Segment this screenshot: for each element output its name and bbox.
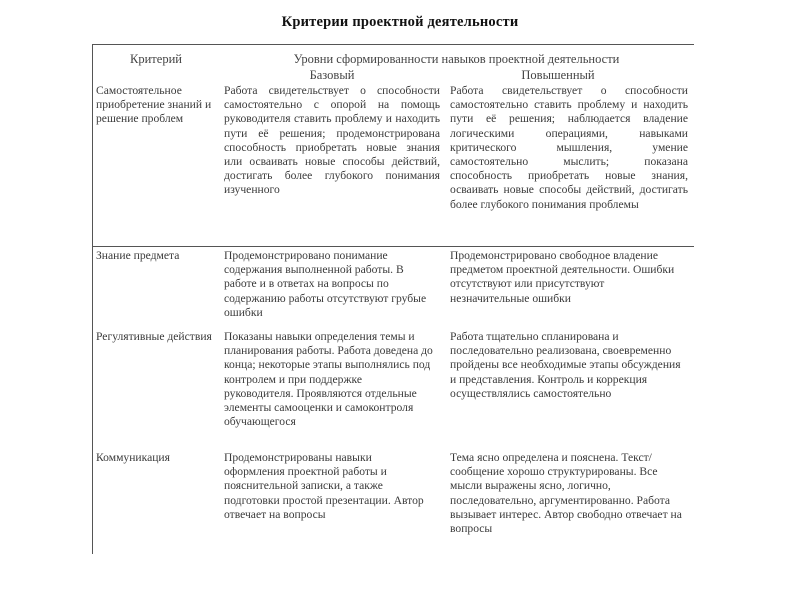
header-basic: Базовый — [309, 68, 355, 82]
row-3-advanced: Работа тщательно спланирована и последовательно реализована, своевременно пройдены все необходимые этапы обсуждения и представления. Контроль и коррекция осуществлялись самостоятельно — [450, 330, 681, 400]
header-advanced: Повышенный — [521, 68, 595, 82]
header-criterion: Критерий — [130, 52, 182, 66]
row-1-basic: Работа свидетельствует о способности самостоятельно с опорой на помощь руководителя ставить проблему и находить пути её решения; продемонстрирована способность приобретать новые знания или осваивать новые способы действий, достигать более глубокого понимания изученного — [224, 84, 440, 197]
document-title: Критерии проектной деятельности — [281, 14, 519, 30]
row-4-advanced: Тема ясно определена и пояснена. Текст/сообщение хорошо структурированы. Все мысли выражены ясно, логично, последовательно, аргументированно. Работа вызывает интерес. Автор свободно отвечает на вопросы — [450, 451, 682, 536]
row-3-basic: Показаны навыки определения темы и планирования работы. Работа доведена до конца; некоторые этапы выполнялись под контролем и при поддержке руководителя. Проявляются отдельные элементы самооценки и самоконтроля обучающегося — [224, 330, 433, 429]
row-4-basic: Продемонстрированы навыки оформления проектной работы и пояснительной записки, а также подготовки простой презентации. Автор отвечает на вопросы — [224, 451, 424, 521]
row-2-advanced: Продемонстрировано свободное владение предметом проектной деятельности. Ошибки отсутствуют или присутствуют незначительные ошибки — [450, 249, 675, 305]
header-levels: Уровни сформированности навыков проектной деятельности — [293, 52, 620, 66]
table-top-border — [92, 44, 694, 45]
row-3-criterion: Регулятивные действия — [96, 330, 212, 343]
row-1-criterion: Самостоятельное приобретение знаний и решение проблем — [96, 84, 212, 126]
row-2-criterion: Знание предмета — [96, 249, 180, 262]
row-4-criterion: Коммуникация — [96, 451, 170, 464]
row-divider-1 — [92, 246, 694, 247]
row-2-basic: Продемонстрировано понимание содержания выполненной работы. В работе и в ответах на вопросы по содержанию работы отсутствуют грубые ошибки — [224, 249, 427, 319]
row-1-advanced: Работа свидетельствует о способности самостоятельно ставить проблему и находить пути её решения; наблюдается владение логическими операциями, навыками критического мышления, умение самостоятельно мыслить; показана способность приобретать новые знания, осваивать новые способы действий, достигать более глубокого понимания проблемы — [450, 84, 688, 211]
